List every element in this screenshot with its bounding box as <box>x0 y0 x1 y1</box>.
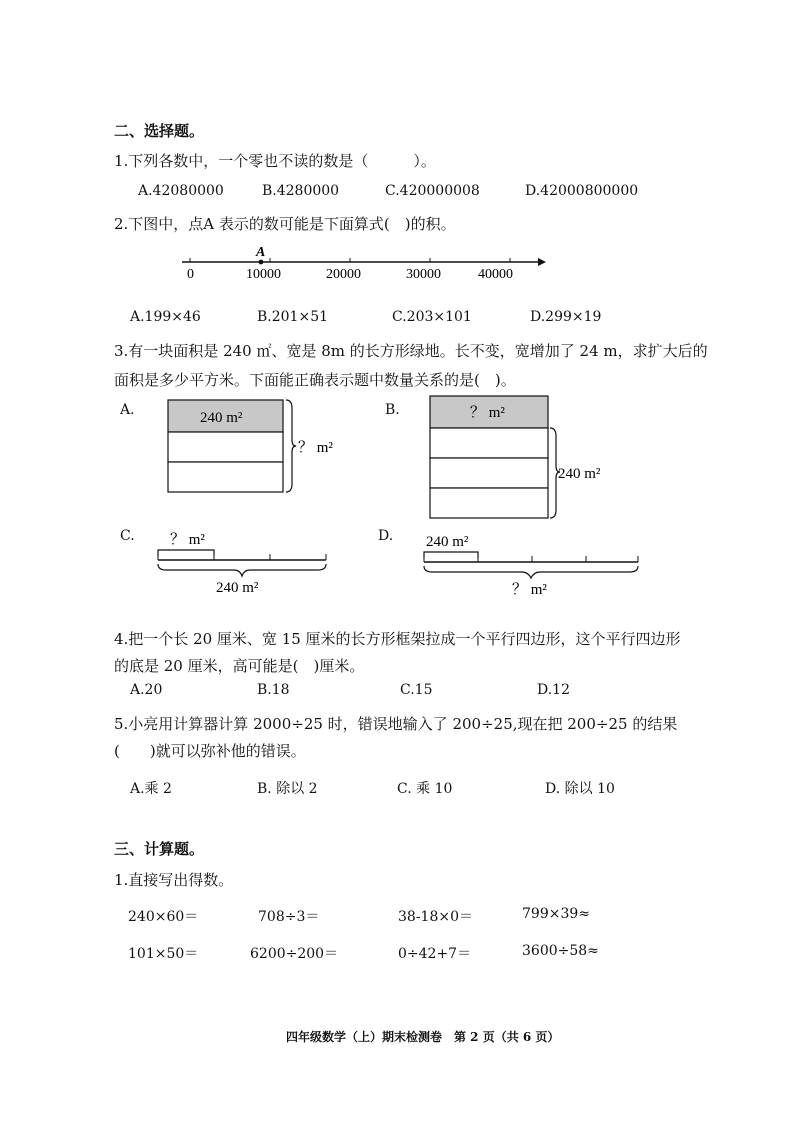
diagram-c-bottom-label: 240 m² <box>216 580 259 596</box>
section-title-calculation: 三、计算题。 <box>114 840 205 858</box>
diagram-d-bottom-brace <box>424 566 638 578</box>
calc-item[interactable]: 101×50＝ <box>128 946 199 962</box>
question-4-line1: 4.把一个长 20 厘米、宽 15 厘米的长方形框架拉成一个平行四边形，这个平行四边形 <box>114 630 681 648</box>
diagram-b-rect-3 <box>430 458 548 488</box>
diagram-a-box-label: 240 m² <box>200 410 243 426</box>
q2-option-a[interactable]: A.199×46 <box>130 309 201 325</box>
q4-option-b[interactable]: B.18 <box>257 682 290 698</box>
diagram-c-top-brace <box>158 550 214 556</box>
diagram-a-rect-3 <box>168 462 283 492</box>
q5-option-a[interactable]: A.乘 2 <box>130 781 172 797</box>
diagram-a-rect-2 <box>168 432 283 462</box>
question-1-text: 1.下列各数中，一个零也不读的数是（ ）。 <box>114 152 436 170</box>
q3-diagram-c-label[interactable]: C. <box>120 528 135 544</box>
diagram-b-brace-label: 240 m² <box>558 466 601 482</box>
q3-diagram-d <box>416 524 646 600</box>
diagram-b-box-label: ？ m² <box>470 405 505 421</box>
calc-item[interactable]: 240×60＝ <box>128 909 199 925</box>
diagram-c-top-label: ？ m² <box>170 532 205 548</box>
q2-option-c[interactable]: C.203×101 <box>392 309 472 325</box>
tick-label-10000: 10000 <box>246 267 281 282</box>
point-a-dot <box>259 260 264 265</box>
diagram-b-rect-2 <box>430 428 548 458</box>
diagram-d-bottom-label: ？ m² <box>512 582 547 598</box>
q2-option-b[interactable]: B.201×51 <box>257 309 329 325</box>
q5-option-c[interactable]: C. 乘 10 <box>397 781 453 797</box>
question-5-line2: ( )就可以弥补他的错误。 <box>114 742 306 760</box>
question-3-line2: 面积是多少平方米。下面能正确表示题中数量关系的是( )。 <box>114 371 516 389</box>
q1-option-a[interactable]: A.42080000 <box>138 183 224 199</box>
calc-item[interactable]: 0÷42+7＝ <box>398 946 472 962</box>
q3-diagram-d-label[interactable]: D. <box>378 528 394 544</box>
question-3-line1: 3.有一块面积是 240 ㎡、宽是 8m 的长方形绿地。长不变，宽增加了 24 m，求扩大后的 <box>114 342 708 360</box>
q4-option-a[interactable]: A.20 <box>130 682 163 698</box>
q3-diagram-a <box>160 394 350 498</box>
q2-option-d[interactable]: D.299×19 <box>530 309 602 325</box>
section-title-choice: 二、选择题。 <box>114 122 205 140</box>
q1-option-d[interactable]: D.42000800000 <box>525 183 639 199</box>
q5-option-d[interactable]: D. 除以 10 <box>545 781 615 797</box>
calc-item[interactable]: 708÷3＝ <box>258 909 320 925</box>
calc-item[interactable]: 799×39≈ <box>522 906 590 922</box>
q3-diagram-b <box>424 390 624 524</box>
calc-item[interactable]: 38-18×0＝ <box>398 909 473 925</box>
q3-diagram-b-label[interactable]: B. <box>385 402 400 418</box>
q3-diagram-a-label[interactable]: A. <box>120 402 135 418</box>
diagram-d-top-label: 240 m² <box>426 534 469 550</box>
q1-option-b[interactable]: B.4280000 <box>262 183 340 199</box>
diagram-a-brace <box>286 400 296 492</box>
calc-item[interactable]: 6200÷200＝ <box>250 946 339 962</box>
question-5-line1: 5.小亮用计算器计算 2000÷25 时，错误地输入了 200÷25,现在把 200÷25 的结果 <box>114 715 678 733</box>
diagram-c-bottom-brace <box>158 564 326 576</box>
page-footer: 四年级数学（上）期末检测卷 第 2 页（共 6 页） <box>286 1030 560 1044</box>
diagram-a-brace-label: ？ m² <box>298 440 333 456</box>
diagram-d-top-brace <box>424 552 478 558</box>
question-4-line2: 的底是 20 厘米，高可能是( )厘米。 <box>114 657 365 675</box>
tick-label-40000: 40000 <box>478 267 513 282</box>
question-2-text: 2.下图中，点A 表示的数可能是下面算式( )的积。 <box>114 215 456 233</box>
tick-label-20000: 20000 <box>326 267 361 282</box>
tick-label-0: 0 <box>187 267 194 282</box>
diagram-b-rect-4 <box>430 488 548 518</box>
q4-option-c[interactable]: C.15 <box>400 682 433 698</box>
point-a-label: A <box>256 245 266 260</box>
q4-option-d[interactable]: D.12 <box>537 682 570 698</box>
q3-diagram-c <box>150 522 340 598</box>
q5-option-b[interactable]: B. 除以 2 <box>257 781 318 797</box>
number-line-arrow <box>538 258 546 266</box>
calc-item[interactable]: 3600÷58≈ <box>522 943 599 959</box>
number-line <box>170 238 550 284</box>
tick-label-30000: 30000 <box>406 267 441 282</box>
q1-option-c[interactable]: C.420000008 <box>385 183 480 199</box>
calc-question-1-text: 1.直接写出得数。 <box>114 871 234 889</box>
